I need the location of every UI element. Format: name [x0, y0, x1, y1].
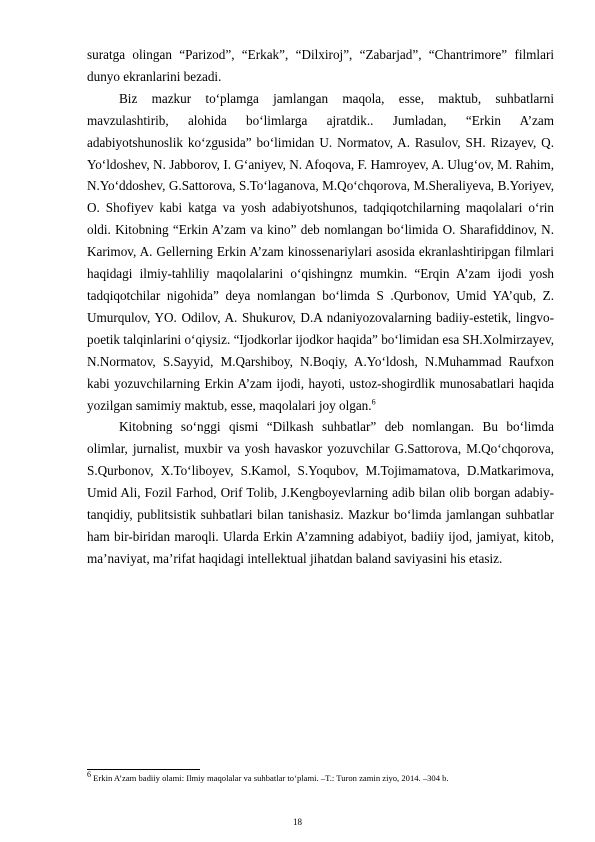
footnote-marker: 6	[87, 770, 91, 780]
footnote-reference[interactable]: 6	[371, 397, 376, 407]
page-number: 18	[293, 817, 302, 827]
body-text	[87, 44, 554, 570]
paragraph-2	[87, 88, 554, 417]
paragraph-3: Kitobning so‘nggi qismi “Dilkash suhbatlar” deb nomlangan. Bu bo‘limda olimlar, jurnalist, muxbir va yosh havaskor yozuvchilar G.Sattorova, M.Qo‘chqorova, S.Qurbonov, X.To‘liboyev, S.Kamol, S.Yoqubov, M.Tojimamatova, D.Matkarimova, Umid Ali, Fozil Farhod, Orif Tolib, J.Kengboyevlarning adib bilan olib borgan adabiy-tanqidiy, publitsistik suhbatlari bilan tanishasiz. Mazkur bo‘limda jamlangan suhbatlar ham bir-biridan maroqli. Ularda Erkin A’zamning adabiyot, badiiy ijod, jamiyat, kitob, ma’naviyat, ma’rifat haqidagi intellektual jihatdan baland saviyasini his etasiz.	[87, 419, 554, 566]
footnote-divider	[87, 769, 200, 770]
paragraph-1: suratga olingan “Parizod”, “Erkak”, “Dilxiroj”, “Zabarjad”, “Chantrimore” filmlari dunyo ekranlarini bezadi.	[87, 47, 554, 84]
footnote	[87, 770, 554, 784]
footnote-text: Erkin A’zam badiiy olami: Ilmiy maqolalar va suhbatlar to‘plami. –T.: Turon zamin ziyo, 2014. –304 b.	[93, 773, 449, 783]
paragraph-2-text: Biz mazkur to‘plamga jamlangan maqola, esse, maktub, suhbatlarni mavzulashtirib, alohida bo‘limlarga ajratdik.. Jumladan, “Erkin A’zam adabiyotshunoslik ko‘zgusida” bo‘limidan U. Normatov, A. Rasulov, SH. Rizayev, Q. Yo‘ldoshev, N. Jabborov, I. G‘aniyev, N. Afoqova, F. Hamroyev, A. Ulug‘ov, M. Rahim, N.Yo‘ddoshev, G.Sattorova, S.To‘laganova, M.Qo‘chqorova, M.Sheraliyeva, B.Yoriyev, O. Shofiyev kabi katga va yosh adabiyotshunos, tadqiqotchilarning maqolalari o‘rin oldi. Kitobning “Erkin A’zam va kino” deb nomlangan bo‘limida O. Sharafiddinov, N. Karimov, A. Gellerning Erkin A’zam kinossenariylari asosida ekranlashtiripgan filmlari haqidagi ilmiy-tahliliy maqolalarini o‘qishingnz mumkin. “Erqin A’zam ijodi yosh tadqiqotchilar nigohida” deya nomlangan bo‘limda S .Qurbonov, Umid YA’qub, Z. Umurqulov, YO. Odilov, A. Shukurov, D.A ndaniyozovalarning badiiy-estetik, lingvo-poetik talqinlarini o‘qiysiz. “Ijodkorlar ijodkor haqida” bo‘limidan esa SH.Xolmirzayev, N.Normatov, S.Sayyid, M.Qarshiboy, N.Boqiy, A.Yo‘ldosh, N.Muhammad Raufxon kabi yozuvchilarning Erkin A’zam ijodi, hayoti, ustoz-shogirdlik munosabatlari haqida yozilgan samimiy maktub, esse, maqolalari joy olgan.	[87, 90, 554, 413]
